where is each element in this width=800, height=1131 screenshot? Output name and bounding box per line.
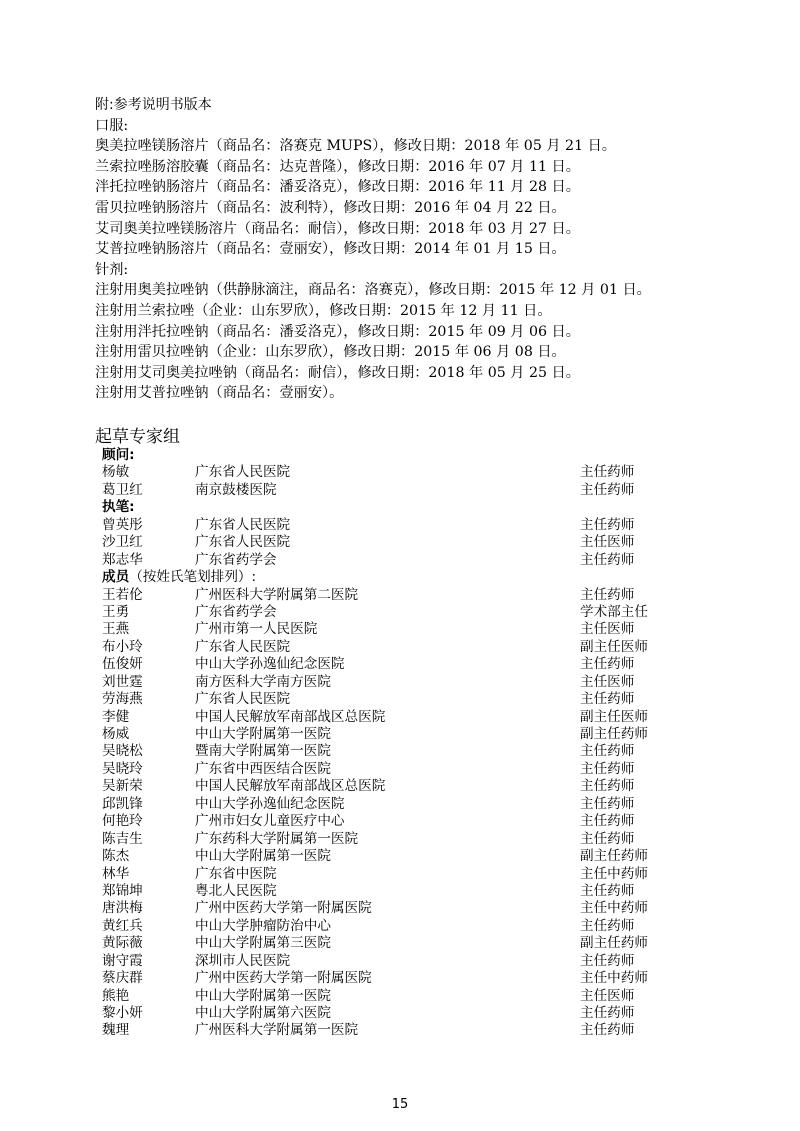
member-title: 主任药师 (580, 813, 635, 830)
member-title: 副主任药师 (580, 848, 648, 865)
member-title: 主任药师 (580, 1022, 635, 1039)
section-label-note: （按姓氏笔划排列）: (129, 569, 257, 586)
member-name: 王燕 (102, 621, 130, 638)
member-row (102, 935, 702, 952)
member-row (102, 883, 702, 900)
member-organization: 广州医科大学附属第二医院 (195, 586, 359, 603)
member-name: 沙卫红 (102, 534, 143, 551)
member-organization: 广东省中医院 (195, 865, 277, 882)
member-title: 主任药师 (580, 516, 635, 533)
member-organization: 广东省人民医院 (195, 691, 291, 708)
member-organization: 深圳市人民医院 (195, 952, 291, 969)
member-name: 蔡庆群 (102, 970, 143, 987)
member-title: 主任医师 (580, 534, 635, 551)
member-name: 葛卫红 (102, 481, 143, 498)
appendix-title: 附:参考说明书版本 (95, 97, 212, 113)
member-row (102, 796, 702, 813)
member-title: 学术部主任 (580, 603, 648, 620)
member-organization: 南京鼓楼医院 (195, 481, 277, 498)
member-title: 主任药师 (580, 795, 635, 812)
member-name: 王若伦 (102, 586, 143, 603)
member-name: 刘世霆 (102, 673, 143, 690)
appendix-line: 艾司奥美拉唑镁肠溶片（商品名：耐信），修改日期：2018 年 03 月 27 日。 (95, 220, 580, 237)
appendix-line: 注射用雷贝拉唑钠（企业：山东罗欣），修改日期：2015 年 06 月 08 日。 (95, 344, 566, 361)
member-name: 吴新荣 (102, 778, 143, 795)
member-title: 副主任医师 (580, 708, 648, 725)
member-title: 副主任医师 (580, 638, 648, 655)
member-row (102, 848, 702, 865)
member-row (102, 552, 702, 569)
member-title: 主任药师 (580, 1005, 635, 1021)
member-organization: 广东省人民医院 (195, 638, 291, 655)
roster-section-label (102, 447, 702, 464)
appendix-line: 泮托拉唑钠肠溶片（商品名：潘妥洛克），修改日期：2016 年 11 月 28 日。 (95, 179, 580, 196)
member-organization: 中山大学孙逸仙纪念医院 (195, 795, 345, 812)
appendix-line: 兰索拉唑肠溶胶囊（商品名：达克普隆），修改日期：2016 年 07 月 11 日。 (95, 158, 580, 175)
member-row (102, 1005, 702, 1022)
appendix-line: 奥美拉唑镁肠溶片（商品名：洛赛克 MUPS），修改日期：2018 年 05 月 21 日。 (95, 138, 616, 155)
member-organization: 广东省人民医院 (195, 464, 291, 481)
member-name: 谢守霞 (102, 952, 143, 969)
member-organization: 广东省人民医院 (195, 534, 291, 551)
member-title: 主任药师 (580, 760, 635, 777)
member-title: 主任药师 (580, 464, 635, 481)
member-name: 郑锦坤 (102, 882, 143, 899)
member-organization: 广州市第一人民医院 (195, 621, 318, 638)
member-row (102, 778, 702, 795)
member-name: 黄际薇 (102, 935, 143, 952)
member-title: 主任药师 (580, 830, 635, 847)
member-row (102, 691, 702, 708)
member-name: 郑志华 (102, 551, 143, 568)
member-row (102, 656, 702, 673)
member-name: 吴晓玲 (102, 760, 143, 777)
appendix-line: 针剂: (95, 261, 129, 278)
member-organization: 粤北人民医院 (195, 882, 277, 899)
member-name: 曾英彤 (102, 516, 143, 533)
member-row (102, 743, 702, 760)
member-row (102, 813, 702, 830)
member-organization: 广州市妇女儿童医疗中心 (195, 813, 345, 830)
member-name: 伍俊妍 (102, 656, 143, 673)
member-row (102, 970, 702, 987)
member-title: 副主任药师 (580, 726, 648, 742)
member-row (102, 621, 702, 638)
member-title: 主任药师 (580, 778, 635, 795)
member-row (102, 900, 702, 917)
appendix-line: 注射用艾司奥美拉唑钠（商品名：耐信），修改日期：2018 年 05 月 25 日。 (95, 364, 580, 381)
appendix-line: 口服: (95, 117, 129, 134)
member-organization: 广州中医药大学第一附属医院 (195, 900, 372, 917)
appendix-line: 雷贝拉唑钠肠溶片（商品名：波利特），修改日期：2016 年 04 月 22 日。 (95, 199, 566, 216)
member-name: 杨威 (102, 726, 130, 742)
member-row (102, 517, 702, 534)
member-organization: 中山大学附属第六医院 (195, 1005, 331, 1021)
member-title: 主任药师 (580, 586, 635, 603)
member-title: 主任医师 (580, 673, 635, 690)
member-organization: 中山大学孙逸仙纪念医院 (195, 656, 345, 673)
roster-section-label (102, 499, 702, 516)
member-row (102, 534, 702, 551)
member-name: 劳海燕 (102, 691, 143, 708)
member-row (102, 866, 702, 883)
member-row (102, 988, 702, 1005)
member-organization: 中山大学附属第一医院 (195, 848, 331, 865)
member-name: 王勇 (102, 603, 130, 620)
member-row (102, 726, 702, 743)
member-title: 主任药师 (580, 743, 635, 760)
member-organization: 广州中医药大学第一附属医院 (195, 970, 372, 987)
member-title: 主任药师 (580, 917, 635, 934)
member-title: 主任药师 (580, 882, 635, 899)
appendix-line: 注射用兰索拉唑（企业：山东罗欣），修改日期：2015 年 12 月 11 日。 (95, 302, 552, 319)
member-organization: 中国人民解放军南部战区总医院 (195, 778, 386, 795)
expert-roster (102, 447, 702, 1040)
member-row (102, 709, 702, 726)
drafting-group-title: 起草专家组 (95, 427, 180, 447)
member-organization: 广东省人民医院 (195, 516, 291, 533)
member-title: 主任医师 (580, 621, 635, 638)
member-row (102, 1022, 702, 1039)
member-row (102, 464, 702, 481)
member-organization: 中国人民解放军南部战区总医院 (195, 708, 386, 725)
roster-section-label (102, 569, 702, 586)
member-name: 李健 (102, 708, 130, 725)
member-name: 杨敏 (102, 464, 130, 481)
member-title: 主任药师 (580, 952, 635, 969)
member-row (102, 953, 702, 970)
member-title: 主任药师 (580, 691, 635, 708)
member-name: 邱凯锋 (102, 795, 143, 812)
member-row (102, 604, 702, 621)
member-name: 何艳玲 (102, 813, 143, 830)
section-label-text: 成员 (102, 569, 130, 586)
member-organization: 南方医科大学南方医院 (195, 673, 331, 690)
member-row (102, 918, 702, 935)
member-title: 主任中药师 (580, 970, 648, 987)
member-name: 黎小妍 (102, 1005, 143, 1021)
member-organization: 广州医科大学附属第一医院 (195, 1022, 359, 1039)
member-name: 林华 (102, 865, 130, 882)
section-label-text: 顾问: (102, 447, 135, 463)
member-name: 吴晓松 (102, 743, 143, 760)
member-name: 熊艳 (102, 987, 130, 1004)
appendix-line: 注射用奥美拉唑钠（供静脉滴注，商品名：洛赛克），修改日期：2015 年 12 月 01 日。 (95, 282, 651, 299)
member-organization: 中山大学附属第三医院 (195, 935, 331, 952)
member-name: 黄红兵 (102, 917, 143, 934)
appendix-section (95, 95, 775, 404)
section-label-text: 执笔: (102, 499, 135, 516)
member-name: 布小玲 (102, 638, 143, 655)
member-title: 主任药师 (580, 481, 635, 498)
appendix-line: 注射用泮托拉唑钠（商品名：潘妥洛克），修改日期：2015 年 09 月 06 日。 (95, 323, 580, 340)
member-name: 唐洪梅 (102, 900, 143, 917)
member-organization: 广东药科大学附属第一医院 (195, 830, 359, 847)
member-name: 魏理 (102, 1022, 130, 1039)
member-name: 陈吉生 (102, 830, 143, 847)
member-row (102, 831, 702, 848)
member-title: 主任中药师 (580, 865, 648, 882)
appendix-line: 艾普拉唑钠肠溶片（商品名：壹丽安），修改日期：2014 年 01 月 15 日。 (95, 241, 566, 258)
member-title: 主任药师 (580, 551, 635, 568)
member-organization: 暨南大学附属第一医院 (195, 743, 331, 760)
appendix-line: 注射用艾普拉唑钠（商品名：壹丽安）。 (95, 385, 344, 402)
member-row (102, 587, 702, 604)
member-row (102, 482, 702, 499)
member-organization: 中山大学附属第一医院 (195, 726, 331, 742)
member-row (102, 639, 702, 656)
member-organization: 中山大学附属第一医院 (195, 987, 331, 1004)
member-organization: 广东省药学会 (195, 603, 277, 620)
member-organization: 广东省药学会 (195, 551, 277, 568)
member-organization: 中山大学肿瘤防治中心 (195, 917, 331, 934)
member-name: 陈杰 (102, 848, 130, 865)
member-title: 主任药师 (580, 656, 635, 673)
member-row (102, 674, 702, 691)
member-title: 副主任药师 (580, 935, 648, 952)
member-row (102, 761, 702, 778)
member-organization: 广东省中西医结合医院 (195, 760, 331, 777)
member-title: 主任中药师 (580, 900, 648, 917)
page-number: 15 (391, 1097, 409, 1112)
member-title: 主任医师 (580, 987, 635, 1004)
